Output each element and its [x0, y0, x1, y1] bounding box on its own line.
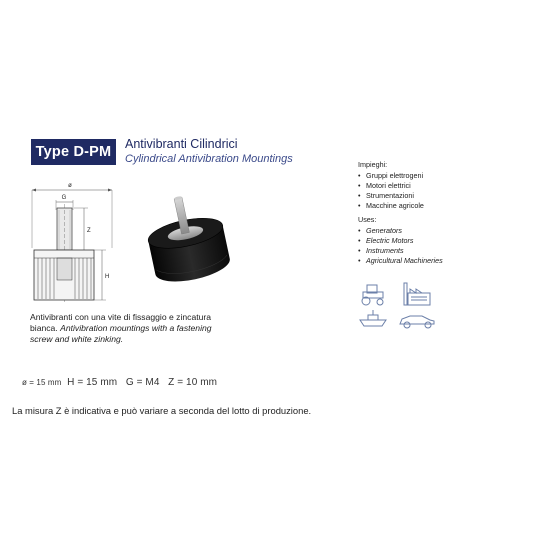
- car-icon: [400, 316, 434, 328]
- boat-icon: [360, 310, 386, 326]
- production-note: La misura Z è indicativa e può variare a seconda del lotto di produzione.: [12, 405, 312, 416]
- uses-panel: [358, 160, 468, 266]
- tractor-icon: [362, 285, 383, 305]
- description-italian: Antivibranti con una vite di fissaggio e zincatura bianca.: [30, 312, 212, 333]
- type-badge: Type D-PM: [31, 139, 116, 165]
- list-item: • Agricultural Machineries: [358, 256, 468, 266]
- description-english: Antivibration mountings with a fastening screw and white zinking.: [30, 323, 212, 344]
- list-item: • Electric Motors: [358, 236, 468, 246]
- list-item: • Motori elettrici: [358, 181, 468, 191]
- list-item: • Strumentazioni: [358, 191, 468, 201]
- technical-drawing: [26, 178, 118, 306]
- title-italian: Antivibranti Cilindrici: [125, 137, 238, 151]
- uses-list-italian: [358, 171, 468, 211]
- uses-heading-english: Uses:: [358, 215, 377, 224]
- product-photo: [138, 195, 240, 287]
- dimensions-line: [22, 377, 217, 388]
- uses-list-english: [358, 226, 468, 266]
- application-icons: [358, 282, 438, 332]
- z-label: Z: [87, 228, 91, 234]
- list-item: • Generators: [358, 226, 468, 236]
- diameter-value: ø = 15 mm: [22, 378, 62, 387]
- list-item: • Macchine agricole: [358, 201, 468, 211]
- h-label: H: [105, 274, 110, 280]
- diameter-label: ø: [68, 183, 72, 189]
- factory-icon: [404, 283, 430, 305]
- list-item: • Gruppi elettrogeni: [358, 171, 468, 181]
- product-description: [30, 312, 220, 345]
- uses-heading-italian: Impieghi:: [358, 160, 388, 169]
- title-english: Cylindrical Antivibration Mountings: [125, 153, 293, 165]
- other-dimensions: H = 15 mm G = M4 Z = 10 mm: [67, 377, 218, 388]
- thread-label: G: [61, 195, 67, 201]
- list-item: • Instruments: [358, 246, 468, 256]
